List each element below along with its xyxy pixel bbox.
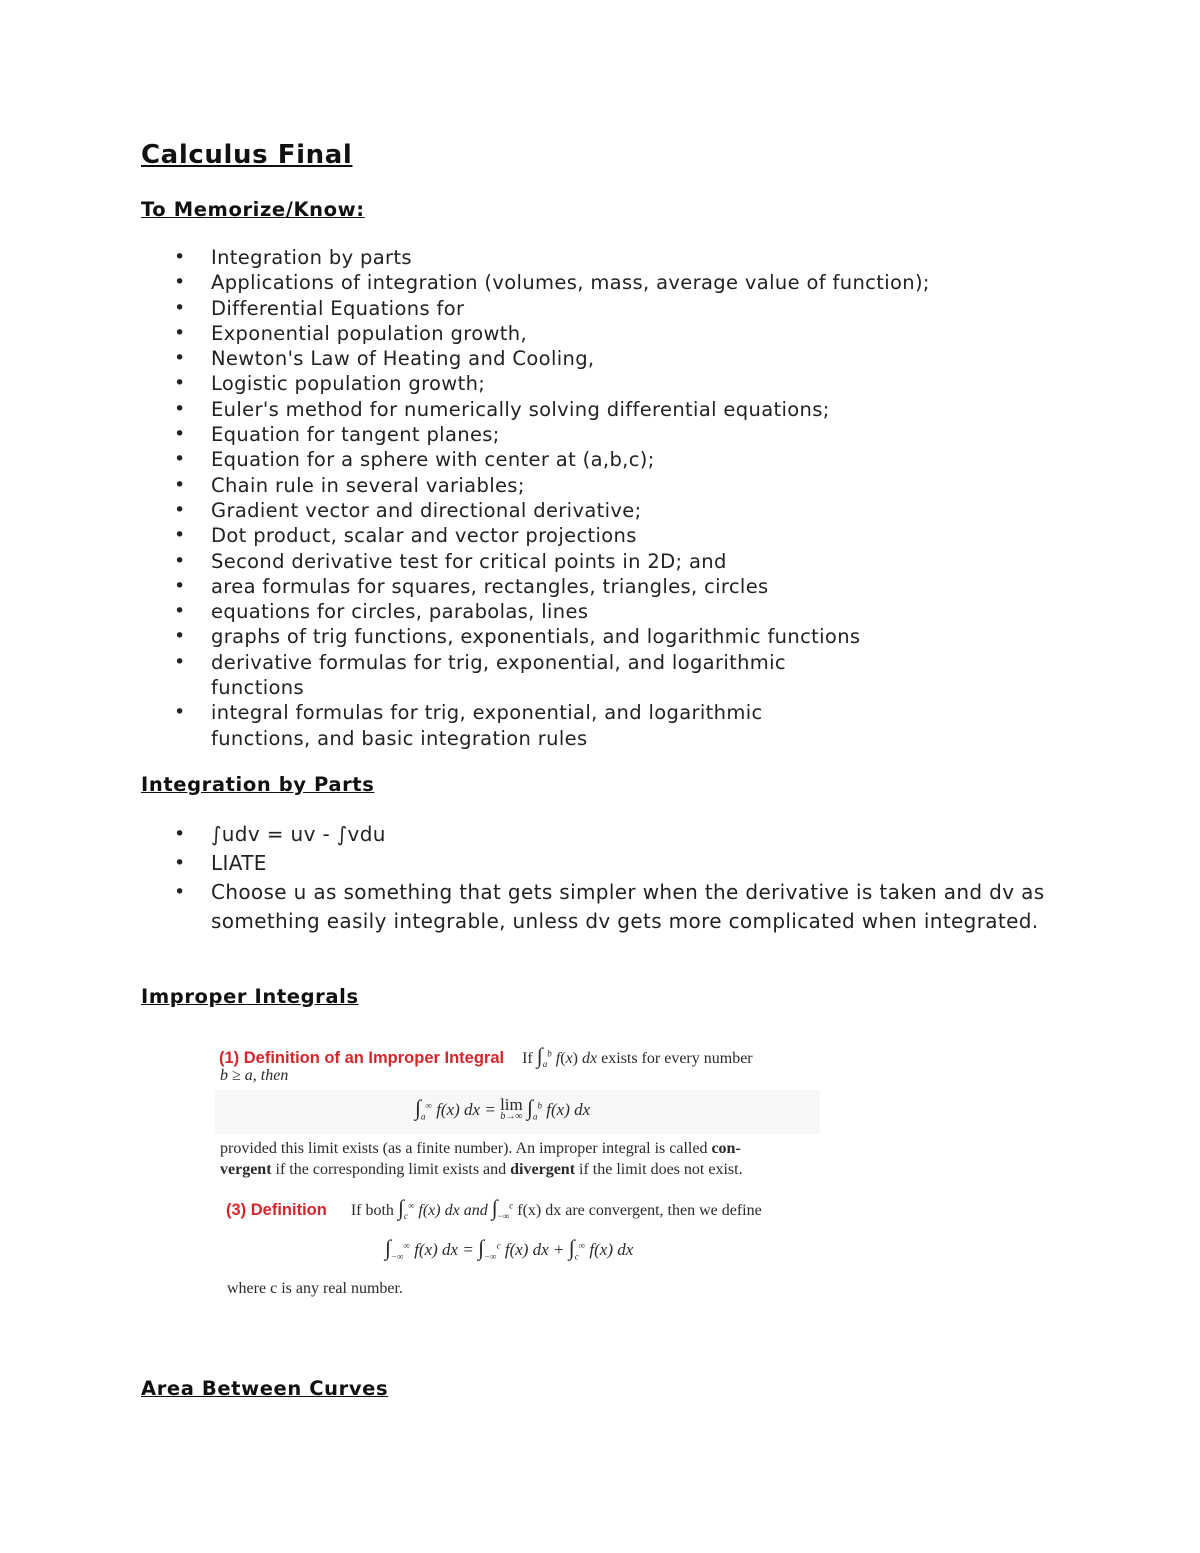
integral-sign: ∫ <box>526 1095 534 1120</box>
list-item: • Differential Equations for <box>141 296 1001 321</box>
list-item: • ∫udv = uv - ∫vdu <box>141 820 1081 849</box>
definition-1-label: (1) Definition of an Improper Integral <box>219 1049 505 1067</box>
definition-3-text: f(x) dx and <box>418 1202 488 1219</box>
formula-part: f(x) dx <box>589 1240 634 1259</box>
limit-subscript: b→∞ <box>500 1111 523 1123</box>
definition-3-text: f(x) dx are convergent, then we define <box>517 1202 762 1219</box>
explanation-text: if the corresponding limit exists and <box>271 1161 511 1178</box>
list-item: • derivative formulas for trig, exponential, and logarithmic functions <box>141 650 831 701</box>
explanation-line-2 <box>220 1161 743 1179</box>
explanation-line-1 <box>220 1140 741 1158</box>
memorize-heading: To Memorize/Know: <box>141 198 365 221</box>
list-item: • Dot product, scalar and vector projections <box>141 523 1001 548</box>
improper-integral-definitions-image <box>215 1037 865 1307</box>
list-item: • Applications of integration (volumes, mass, average value of function); <box>141 270 1001 295</box>
list-item: • Euler's method for numerically solving differential equations; <box>141 397 1001 422</box>
definition-1-text: If <box>522 1050 533 1067</box>
integral-sign: ∫ <box>385 1235 392 1260</box>
memorize-list <box>141 245 1001 751</box>
definition-3-label: (3) Definition <box>226 1201 327 1219</box>
formula-part: f(x) dx + <box>504 1240 565 1259</box>
definition-3-footer: where c is any real number. <box>227 1280 403 1297</box>
explanation-bold: con- <box>711 1140 741 1157</box>
list-item: • Exponential population growth, <box>141 321 1001 346</box>
limit-label: lim <box>500 1095 523 1115</box>
formula-left: f(x) dx = <box>436 1100 496 1119</box>
page-title: Calculus Final <box>141 140 353 170</box>
list-item: • integral formulas for trig, exponential, and logarithmic functions, and basic integration rules <box>141 700 811 751</box>
formula-part: f(x) dx = <box>414 1240 474 1259</box>
list-item: • Equation for a sphere with center at (a,b,c); <box>141 447 1001 472</box>
list-item: • Newton's Law of Heating and Cooling, <box>141 346 1001 371</box>
list-item: • area formulas for squares, rectangles, triangles, circles <box>141 574 1001 599</box>
list-item: • graphs of trig functions, exponentials, and logarithmic functions <box>141 624 1001 649</box>
definition-3-text: If both <box>350 1202 394 1219</box>
list-item: • Integration by parts <box>141 245 1001 270</box>
area-between-curves-heading: Area Between Curves <box>141 1377 389 1400</box>
explanation-bold: vergent <box>220 1161 272 1178</box>
list-item: • equations for circles, parabolas, lines <box>141 599 1001 624</box>
formula-right: f(x) dx <box>546 1100 591 1119</box>
explanation-bold: divergent <box>510 1161 576 1178</box>
definition-1-condition: b ≥ a, then <box>220 1067 289 1084</box>
definition-1-line: (1) Definition of an Improper Integral If $\int_a^b$ f(x) dx exists for every number <box>219 1043 753 1070</box>
list-item: • Second derivative test for critical points in 2D; and <box>141 549 1001 574</box>
definition-3-formula: $\int_{-\infty}^\infty$ f(x) dx = $\int_{-\infty}^c$ f(x) dx + $\int_c^\infty$ f(x) dx <box>385 1235 634 1262</box>
list-item: • Equation for tangent planes; <box>141 422 1001 447</box>
integral-sign: ∫ <box>415 1095 422 1120</box>
integral-sign: ∫ <box>478 1235 485 1260</box>
integral-sign: ∫ <box>397 1195 404 1220</box>
integration-by-parts-list <box>141 820 1081 936</box>
list-item: • Logistic population growth; <box>141 371 1001 396</box>
integral-sign: ∫ <box>568 1235 575 1260</box>
definition-1-formula: $\int_a^\infty$ f(x) dx = lim b→∞ $\int_a^b$ f(x) dx <box>415 1095 591 1123</box>
integration-by-parts-heading: Integration by Parts <box>141 773 375 796</box>
explanation-text: if the limit does not exist. <box>575 1161 743 1178</box>
list-item: • LIATE <box>141 849 1081 878</box>
integral-sign: ∫ <box>536 1043 543 1068</box>
integral-sign: ∫ <box>491 1195 498 1220</box>
definition-1-text-end: exists for every number <box>601 1050 753 1067</box>
explanation-text: provided this limit exists (as a finite number). An improper integral is called <box>220 1140 712 1157</box>
list-item: • Choose u as something that gets simpler when the derivative is taken and dv as something easily integrable, unless dv gets more complicated when integrated. <box>141 878 1081 936</box>
improper-integrals-heading: Improper Integrals <box>141 985 359 1008</box>
definition-3-line: (3) Definition If both $\int_c^\infty$ f(x) dx and $\int_{-\infty}^c$ f(x) dx are convergent, then we define <box>226 1195 762 1222</box>
list-item: • Chain rule in several variables; <box>141 473 1001 498</box>
list-item: • Gradient vector and directional derivative; <box>141 498 1001 523</box>
limit <box>500 1095 523 1123</box>
